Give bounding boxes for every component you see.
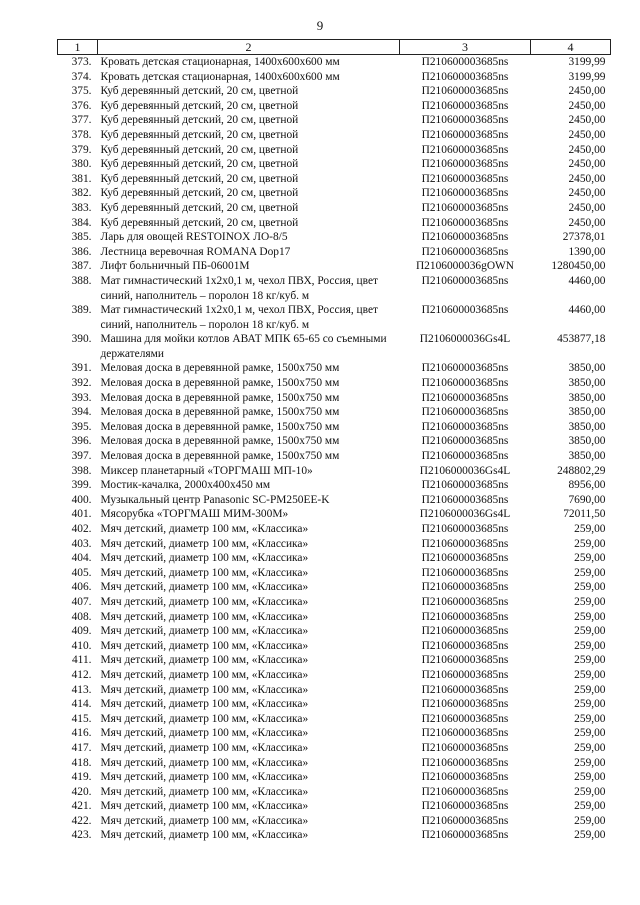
table-body: [58, 55, 611, 844]
table-row: [58, 391, 611, 406]
table-row: [58, 610, 611, 625]
table-row: [58, 683, 611, 698]
item-price: 259,00: [574, 595, 606, 608]
table-row: [58, 756, 611, 771]
row-number: 416.: [71, 727, 92, 740]
item-code: П210600003685ns: [421, 668, 509, 681]
table-row: [58, 537, 611, 552]
table-row: [58, 303, 611, 332]
item-code: П210600003685ns: [421, 552, 509, 565]
table-row: [58, 128, 611, 143]
table-row: [58, 770, 611, 785]
table-row: [58, 84, 611, 99]
item-price: 259,00: [574, 639, 606, 652]
item-name: Музыкальный центр Panasonic SC-PM250EE-K: [100, 493, 330, 506]
item-price: 259,00: [574, 683, 606, 696]
item-price: 2450,00: [568, 99, 606, 112]
table-row: [58, 785, 611, 800]
item-code: П210600003685ns: [421, 245, 509, 258]
item-code: П210600003685ns: [421, 377, 509, 390]
item-name: Мяч детский, диаметр 100 мм, «Классика»: [100, 639, 309, 652]
table-row: [58, 624, 611, 639]
row-number: 388.: [71, 274, 92, 287]
table-row: [58, 434, 611, 449]
item-code: П2106000036Gs4L: [419, 333, 511, 346]
item-name: Мяч детский, диаметр 100 мм, «Классика»: [100, 668, 309, 681]
row-number: 391.: [71, 362, 92, 375]
item-code: П210600003685ns: [421, 56, 509, 68]
row-number: 402.: [71, 523, 92, 535]
table-row: [58, 595, 611, 610]
table-row: [58, 70, 611, 85]
item-code: П210600003685ns: [421, 756, 509, 769]
table-row: [58, 828, 611, 843]
row-number: 390.: [71, 333, 92, 346]
row-number: 382.: [71, 187, 92, 200]
row-number: 374.: [71, 70, 92, 83]
item-name: Меловая доска в деревянной рамке, 1500х750 мм: [100, 435, 340, 448]
table-header: [58, 40, 611, 55]
item-name: Куб деревянный детский, 20 см, цветной: [100, 143, 299, 156]
item-code: П210600003685ns: [421, 172, 509, 185]
item-code: П210600003685ns: [421, 99, 509, 112]
item-code: П210600003685ns: [421, 595, 509, 608]
row-number: 403.: [71, 537, 92, 550]
item-code: П210600003685ns: [421, 435, 509, 448]
item-price: 259,00: [574, 712, 606, 725]
row-number: 414.: [71, 698, 92, 711]
header-col-4: 4: [531, 40, 611, 55]
row-number: 377.: [71, 114, 92, 127]
item-code: П210600003685ns: [421, 523, 509, 535]
item-name: Мат гимнастический 1х2х0,1 м, чехол ПВХ, Россия, цвет синий, наполнитель – поролон 18 кг/куб. м: [100, 304, 378, 331]
table-row: [58, 186, 611, 201]
item-code: П210600003685ns: [421, 493, 509, 506]
item-price: 259,00: [574, 785, 606, 798]
item-code: П210600003685ns: [421, 698, 509, 711]
item-code: П210600003685ns: [421, 187, 509, 200]
row-number: 413.: [71, 683, 92, 696]
row-number: 393.: [71, 391, 92, 404]
header-row: [58, 40, 611, 55]
table-row: [58, 741, 611, 756]
item-code: П210600003685ns: [421, 814, 509, 827]
row-number: 394.: [71, 406, 92, 419]
row-number: 392.: [71, 377, 92, 390]
table-row: [58, 580, 611, 595]
item-code: П210600003685ns: [421, 304, 509, 317]
item-name: Мяч детский, диаметр 100 мм, «Классика»: [100, 698, 309, 711]
item-name: Мяч детский, диаметр 100 мм, «Классика»: [100, 712, 309, 725]
table-row: [58, 245, 611, 260]
item-name: Мяч детский, диаметр 100 мм, «Классика»: [100, 537, 309, 550]
item-name: Мяч детский, диаметр 100 мм, «Классика»: [100, 595, 309, 608]
item-price: 248802,29: [557, 464, 606, 477]
row-number: 409.: [71, 625, 92, 638]
item-code: П210600003685ns: [421, 625, 509, 638]
item-price: 2450,00: [568, 85, 606, 98]
item-name: Мяч детский, диаметр 100 мм, «Классика»: [100, 741, 309, 754]
item-code: П210600003685ns: [421, 85, 509, 98]
item-price: 3850,00: [568, 420, 606, 433]
item-price: 4460,00: [568, 304, 606, 317]
item-price: 259,00: [574, 552, 606, 565]
item-price: 259,00: [574, 756, 606, 769]
table-row: [58, 172, 611, 187]
table-row: [58, 157, 611, 172]
item-code: П210600003685ns: [421, 800, 509, 813]
table-row: [58, 332, 611, 361]
item-code: П210600003685ns: [421, 683, 509, 696]
row-number: 421.: [71, 800, 92, 813]
item-code: П210600003685ns: [421, 479, 509, 492]
row-number: 373.: [71, 56, 92, 68]
item-code: П210600003685ns: [421, 128, 509, 141]
item-code: П210600003685ns: [421, 610, 509, 623]
row-number: 407.: [71, 595, 92, 608]
item-price: 259,00: [574, 654, 606, 667]
table-row: [58, 814, 611, 829]
item-code: П210600003685ns: [421, 70, 509, 83]
row-number: 398.: [71, 464, 92, 477]
row-number: 400.: [71, 493, 92, 506]
item-price: 259,00: [574, 771, 606, 784]
item-price: 259,00: [574, 610, 606, 623]
item-price: 3850,00: [568, 450, 606, 463]
item-code: П210600003685ns: [421, 274, 509, 287]
item-code: П2106000036gOWN: [415, 260, 515, 273]
item-name: Лифт больничный ПБ-06001М: [100, 260, 250, 273]
item-name: Мяч детский, диаметр 100 мм, «Классика»: [100, 566, 309, 579]
table-row: [58, 274, 611, 303]
table-row: [58, 201, 611, 216]
table-row: [58, 697, 611, 712]
item-name: Кровать детская стационарная, 1400х600х600 мм: [100, 70, 340, 83]
table-row: [58, 653, 611, 668]
item-price: 259,00: [574, 566, 606, 579]
row-number: 417.: [71, 741, 92, 754]
item-name: Куб деревянный детский, 20 см, цветной: [100, 201, 299, 214]
item-code: П210600003685ns: [421, 450, 509, 463]
item-name: Мяч детский, диаметр 100 мм, «Классика»: [100, 756, 309, 769]
item-code: П210600003685ns: [421, 785, 509, 798]
item-price: 3199,99: [568, 70, 606, 83]
item-name: Куб деревянный детский, 20 см, цветной: [100, 216, 299, 229]
item-price: 3850,00: [568, 406, 606, 419]
item-price: 259,00: [574, 537, 606, 550]
item-name: Мяч детский, диаметр 100 мм, «Классика»: [100, 829, 309, 842]
item-code: П210600003685ns: [421, 712, 509, 725]
item-code: П210600003685ns: [421, 158, 509, 171]
item-price: 259,00: [574, 727, 606, 740]
row-number: 389.: [71, 304, 92, 317]
row-number: 381.: [71, 172, 92, 185]
row-number: 408.: [71, 610, 92, 623]
item-name: Меловая доска в деревянной рамке, 1500х750 мм: [100, 391, 340, 404]
row-number: 380.: [71, 158, 92, 171]
item-name: Мяч детский, диаметр 100 мм, «Классика»: [100, 581, 309, 594]
item-price: 27378,01: [562, 231, 606, 244]
table-row: [58, 113, 611, 128]
row-number: 420.: [71, 785, 92, 798]
table-row: [58, 551, 611, 566]
row-number: 419.: [71, 771, 92, 784]
item-name: Мяч детский, диаметр 100 мм, «Классика»: [100, 610, 309, 623]
row-number: 376.: [71, 99, 92, 112]
item-name: Меловая доска в деревянной рамке, 1500х750 мм: [100, 406, 340, 419]
table-row: [58, 449, 611, 464]
item-price: 2450,00: [568, 128, 606, 141]
item-name: Ларь для овощей RESTOINOX ЛО-8/5: [100, 231, 288, 244]
table-row: [58, 639, 611, 654]
row-number: 404.: [71, 552, 92, 565]
item-code: П2106000036Gs4L: [419, 464, 511, 477]
row-number: 418.: [71, 756, 92, 769]
row-number: 378.: [71, 128, 92, 141]
item-name: Куб деревянный детский, 20 см, цветной: [100, 114, 299, 127]
item-price: 2450,00: [568, 158, 606, 171]
item-price: 259,00: [574, 800, 606, 813]
header-col-2: 2: [98, 40, 400, 55]
table-row: [58, 566, 611, 581]
table-row: [58, 478, 611, 493]
item-code: П210600003685ns: [421, 727, 509, 740]
item-price: 1390,00: [568, 245, 606, 258]
item-code: П210600003685ns: [421, 654, 509, 667]
row-number: 384.: [71, 216, 92, 229]
row-number: 405.: [71, 566, 92, 579]
item-price: 3850,00: [568, 391, 606, 404]
item-name: Мяч детский, диаметр 100 мм, «Классика»: [100, 771, 309, 784]
item-code: П210600003685ns: [421, 741, 509, 754]
item-price: 259,00: [574, 829, 606, 842]
item-price: 259,00: [574, 581, 606, 594]
item-name: Мат гимнастический 1х2х0,1 м, чехол ПВХ, Россия, цвет синий, наполнитель – поролон 18 кг/куб. м: [100, 274, 378, 302]
item-price: 2450,00: [568, 172, 606, 185]
item-name: Мяч детский, диаметр 100 мм, «Классика»: [100, 800, 309, 813]
table-row: [58, 230, 611, 245]
item-price: 2450,00: [568, 216, 606, 229]
item-price: 2450,00: [568, 143, 606, 156]
item-price: 72011,50: [563, 508, 606, 521]
item-price: 1280450,00: [551, 260, 606, 273]
item-price: 259,00: [574, 698, 606, 711]
row-number: 399.: [71, 479, 92, 492]
item-name: Машина для мойки котлов АВАТ МПК 65-65 со съемными держателями: [100, 333, 387, 360]
table-row: [58, 361, 611, 376]
item-price: 7690,00: [568, 493, 606, 506]
item-name: Мяч детский, диаметр 100 мм, «Классика»: [100, 625, 309, 638]
table-row: [58, 405, 611, 420]
header-col-1: 1: [58, 40, 98, 55]
item-price: 3850,00: [568, 435, 606, 448]
item-name: Меловая доска в деревянной рамке, 1500х750 мм: [100, 377, 340, 390]
item-code: П210600003685ns: [421, 406, 509, 419]
row-number: 386.: [71, 245, 92, 258]
table-row: [58, 99, 611, 114]
item-price: 4460,00: [568, 274, 606, 287]
table-row: [58, 799, 611, 814]
row-number: 387.: [71, 260, 92, 273]
item-name: Мясорубка «ТОРГМАШ МИМ-300М»: [100, 508, 289, 521]
item-name: Мяч детский, диаметр 100 мм, «Классика»: [100, 552, 309, 565]
table-row: [58, 259, 611, 274]
table-row: [58, 420, 611, 435]
item-code: П210600003685ns: [421, 420, 509, 433]
row-number: 383.: [71, 201, 92, 214]
table-row: [58, 522, 611, 537]
item-name: Куб деревянный детский, 20 см, цветной: [100, 128, 299, 141]
item-name: Куб деревянный детский, 20 см, цветной: [100, 172, 299, 185]
row-number: 401.: [71, 508, 92, 521]
row-number: 423.: [71, 829, 92, 842]
item-price: 453877,18: [557, 333, 606, 346]
item-name: Мяч детский, диаметр 100 мм, «Классика»: [100, 654, 309, 667]
item-price: 8956,00: [568, 479, 606, 492]
inventory-table: [57, 39, 611, 843]
item-code: П210600003685ns: [421, 537, 509, 550]
table-row: [58, 493, 611, 508]
table-row: [58, 464, 611, 479]
table-row: [58, 507, 611, 522]
item-price: 3199,99: [568, 56, 606, 68]
row-number: 385.: [71, 231, 92, 244]
header-col-3: 3: [400, 40, 531, 55]
item-code: П210600003685ns: [421, 231, 509, 244]
item-price: 259,00: [574, 523, 606, 535]
item-price: 3850,00: [568, 362, 606, 375]
item-code: П210600003685ns: [421, 216, 509, 229]
item-code: П210600003685ns: [421, 829, 509, 842]
table-row: [58, 726, 611, 741]
item-name: Меловая доска в деревянной рамке, 1500х750 мм: [100, 362, 340, 375]
item-code: П210600003685ns: [421, 143, 509, 156]
item-name: Мяч детский, диаметр 100 мм, «Классика»: [100, 727, 309, 740]
item-code: П210600003685ns: [421, 566, 509, 579]
table-row: [58, 712, 611, 727]
table-row: [58, 143, 611, 158]
row-number: 395.: [71, 420, 92, 433]
item-name: Куб деревянный детский, 20 см, цветной: [100, 187, 299, 200]
item-name: Миксер планетарный «ТОРГМАШ МП-10»: [100, 464, 313, 477]
table-row: [58, 668, 611, 683]
item-code: П210600003685ns: [421, 771, 509, 784]
page-number: 9: [316, 18, 324, 33]
row-number: 412.: [71, 668, 92, 681]
item-price: 259,00: [574, 625, 606, 638]
item-name: Меловая доска в деревянной рамке, 1500х750 мм: [100, 420, 340, 433]
item-name: Куб деревянный детский, 20 см, цветной: [100, 158, 299, 171]
item-code: П210600003685ns: [421, 362, 509, 375]
item-code: П210600003685ns: [421, 114, 509, 127]
table-row: [58, 55, 611, 70]
item-price: 259,00: [574, 668, 606, 681]
table-row: [58, 376, 611, 391]
row-number: 411.: [71, 654, 92, 667]
item-code: П210600003685ns: [421, 581, 509, 594]
row-number: 396.: [71, 435, 92, 448]
item-name: Лестница веревочная ROMANA Dop17: [100, 245, 291, 258]
item-code: П210600003685ns: [421, 639, 509, 652]
item-name: Куб деревянный детский, 20 см, цветной: [100, 85, 299, 98]
row-number: 406.: [71, 581, 92, 594]
item-price: 2450,00: [568, 114, 606, 127]
table-row: [58, 216, 611, 231]
item-name: Меловая доска в деревянной рамке, 1500х750 мм: [100, 450, 340, 463]
item-name: Кровать детская стационарная, 1400х600х600 мм: [100, 56, 340, 68]
item-price: 259,00: [574, 741, 606, 754]
item-code: П2106000036Gs4L: [419, 508, 511, 521]
row-number: 397.: [71, 450, 92, 463]
item-price: 2450,00: [568, 187, 606, 200]
row-number: 410.: [71, 639, 92, 652]
row-number: 375.: [71, 85, 92, 98]
item-name: Мяч детский, диаметр 100 мм, «Классика»: [100, 814, 309, 827]
item-price: 2450,00: [568, 201, 606, 214]
item-name: Мяч детский, диаметр 100 мм, «Классика»: [100, 683, 309, 696]
item-code: П210600003685ns: [421, 391, 509, 404]
item-price: 3850,00: [568, 377, 606, 390]
item-code: П210600003685ns: [421, 201, 509, 214]
row-number: 379.: [71, 143, 92, 156]
item-name: Куб деревянный детский, 20 см, цветной: [100, 99, 299, 112]
item-name: Мостик-качалка, 2000х400х450 мм: [100, 479, 271, 492]
item-name: Мяч детский, диаметр 100 мм, «Классика»: [100, 785, 309, 798]
item-price: 259,00: [574, 814, 606, 827]
item-name: Мяч детский, диаметр 100 мм, «Классика»: [100, 523, 309, 535]
row-number: 422.: [71, 814, 92, 827]
row-number: 415.: [71, 712, 92, 725]
